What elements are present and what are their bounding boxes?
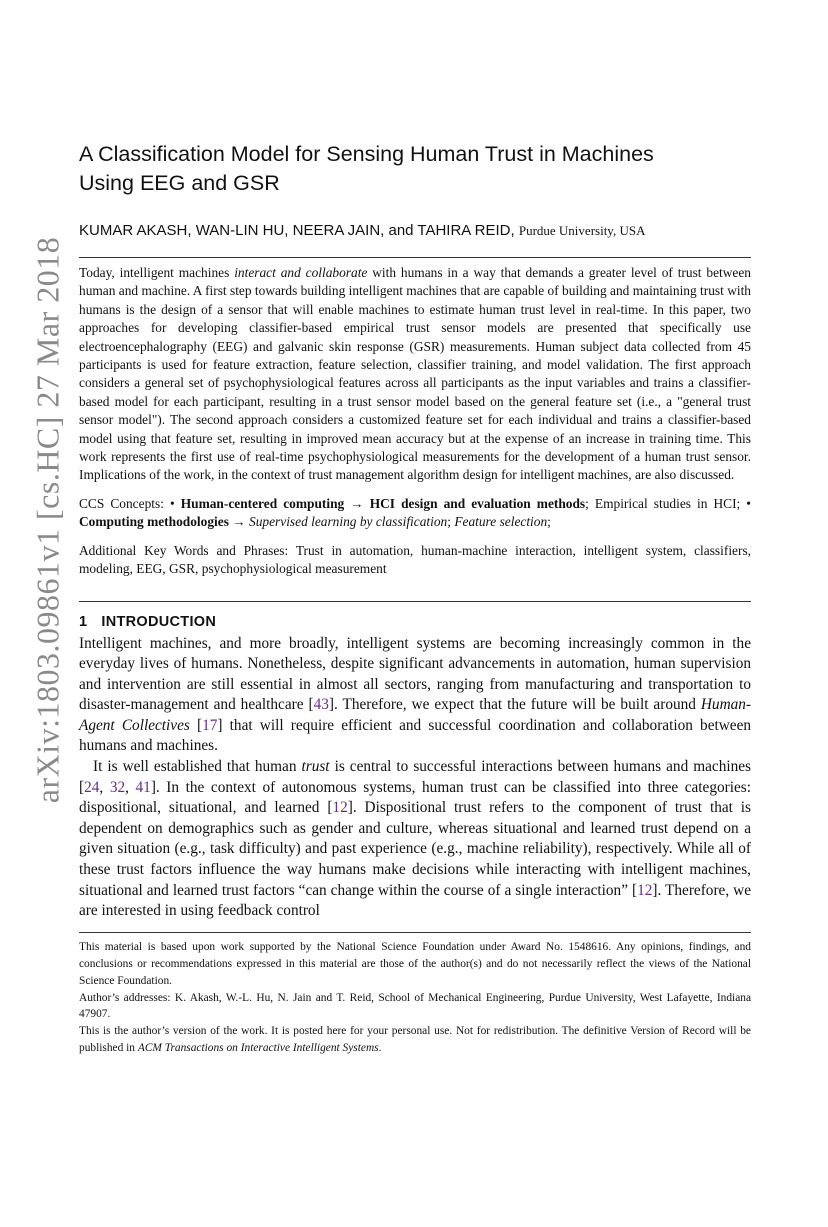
author-line: [79, 222, 751, 239]
section-number: 1: [79, 613, 88, 630]
ccs-concepts: [79, 495, 751, 532]
ccs-arrow-1: →: [344, 495, 370, 511]
citation-link[interactable]: 12: [637, 881, 653, 899]
para2-text-d: ]. Dispositional trust refers to the component of trust that is dependent on demographics such as gender and culture, whereas situational and learned trust depend on a given situation (e.g., task difficulty) and past experience (e.g., machine reliability), respectively. While all of these trust factors influence the way humans make decisions while interacting with intelligent machines, situational and learned trust factors “can change within the course of a single interaction” [: [79, 799, 752, 899]
paper-title: [79, 140, 751, 198]
citation-link[interactable]: 24: [84, 778, 100, 796]
para2-text-c: ]. In the context of autonomous systems, human trust can be classified into three categories: dispositional, situational, and learned [: [79, 778, 751, 817]
footnote-funding: This material is based upon work supported by the National Science Foundation under Award No. 1548616. Any opinions, findings, and conclusions or recommendations expressed in this material are those of the author(s) and do not necessarily reflect the views of the National Science Foundation.: [79, 940, 751, 987]
citation-link[interactable]: 32: [109, 778, 126, 796]
footnote-version-end: .: [378, 1042, 382, 1055]
footnotes: [79, 939, 751, 1057]
para1-text-b: ]. Therefore, we expect that the future will be built around: [328, 696, 701, 714]
title-line-1: A Classification Model for Sensing Human Trust in Machines: [79, 142, 654, 166]
abstract-text-1: Today, intelligent machines: [79, 265, 235, 280]
ccs-concept-1: Human-centered computing: [180, 495, 345, 511]
intro-paragraph-2: [79, 757, 751, 922]
abstract-bottom-rule: [79, 601, 751, 602]
section-title: INTRODUCTION: [101, 613, 217, 630]
abstract-emphasis: interact and collaborate: [234, 265, 368, 280]
ccs-arrow-2: →: [228, 514, 250, 530]
footnote-addresses: Author’s addresses: K. Akash, W.-L. Hu, N. Jain and T. Reid, School of Mechanical Engineering, Purdue University, West Lafayette, Indiana 47907.: [79, 991, 751, 1021]
abstract-top-rule: [79, 257, 751, 258]
citation-separator: ,: [125, 778, 136, 796]
journal-name: ACM Transactions on Interactive Intelligent Systems: [137, 1042, 379, 1055]
affiliation: Purdue University, USA: [518, 223, 646, 238]
ccs-concept-2: HCI design and evaluation methods: [369, 495, 586, 511]
abstract-text-2: with humans in a way that demands a greater level of trust between human and machine. A first step towards building intelligent machines that are capable of building and maintaining trust with humans is the design of a sensor that will enable machines to estimate human trust level in real-time. In this paper, two approaches for developing classifier-based empirical trust sensor models are presented that specifically use electroencephalography (EEG) and galvanic skin response (GSR) measurements. Human subject data collected from 45 participants is used for feature extraction, feature selection, classifier training, and model validation. The first approach considers a general set of psychophysiological features across all participants as the input variables and trains a classifier-based model for each participant, resulting in a trust sensor model based on the general feature set (i.e., a "general trust sensor model"). The second approach considers a customized feature set for each individual and trains a classifier-based model using that feature set, resulting in improved mean accuracy but at the expense of an increase in training time. This work represents the first use of real-time psychophysiological measurements for the development of a human trust sensor. Implications of the work, in the context of trust management algorithm design for intelligent machines, are also discussed.: [79, 265, 751, 483]
citation-link[interactable]: 41: [135, 778, 151, 796]
para1-text-c: [: [189, 716, 203, 734]
title-line-2: Using EEG and GSR: [79, 171, 280, 195]
ccs-concept-4: Supervised learning by classification: [249, 514, 448, 530]
citation-separator: ,: [99, 778, 110, 796]
para2-text-e: ]. Therefore, we are interested in using feedback control: [79, 881, 751, 920]
footnote-rule: [79, 932, 751, 933]
ccs-lead: CCS Concepts: •: [79, 495, 181, 511]
paper-page: [79, 140, 751, 1057]
section-heading: [79, 614, 751, 630]
para2-text-b: is central to successful interactions between humans and machines [: [79, 758, 752, 796]
ccs-mid: ; Empirical studies in HCI; •: [585, 495, 751, 511]
footnote-version-text: This is the author’s version of the work. It is posted here for your personal use. Not for redistribution. The definitive Version of Record will be published in: [79, 1025, 751, 1055]
ccs-sep: ;: [447, 514, 455, 530]
additional-keywords: Additional Key Words and Phrases: Trust in automation, human-machine interaction, intelligent system, classifiers, modeling, EEG, GSR, psychophysiological measurement: [79, 542, 751, 577]
intro-paragraph-1: [79, 634, 751, 758]
ccs-concept-3: Computing methodologies: [79, 514, 229, 530]
ccs-end: ;: [547, 514, 551, 530]
para1-emphasis: Human-Agent Collectives: [79, 696, 752, 734]
citation-link[interactable]: 17: [202, 716, 218, 734]
citation-link[interactable]: 12: [332, 799, 348, 817]
author-names: KUMAR AKASH, WAN-LIN HU, NEERA JAIN, and TAHIRA REID,: [79, 222, 515, 239]
para2-emphasis: trust: [301, 758, 330, 776]
footnote-version: [79, 1023, 751, 1057]
arxiv-stamp-text: arXiv:1803.09861v1 [cs.HC] 27 Mar 2018: [29, 236, 66, 804]
para1-text-d: ] that will require efficient and successful coordination and collaboration between humans and machines.: [79, 716, 752, 755]
citation-link[interactable]: 43: [313, 696, 329, 714]
para2-text-a: It is well established that human: [93, 758, 302, 776]
para1-text-a: Intelligent machines, and more broadly, intelligent systems are becoming increasingly common in the everyday lives of humans. Nonetheless, despite significant advancements in automation, human supervision and intervention are still essential in almost all sectors, ranging from manufacturing and transportation to disaster-management and healthcare [: [79, 634, 751, 714]
arxiv-stamp: [20, 210, 76, 830]
ccs-concept-5: Feature selection: [454, 514, 548, 530]
abstract: [79, 264, 751, 485]
